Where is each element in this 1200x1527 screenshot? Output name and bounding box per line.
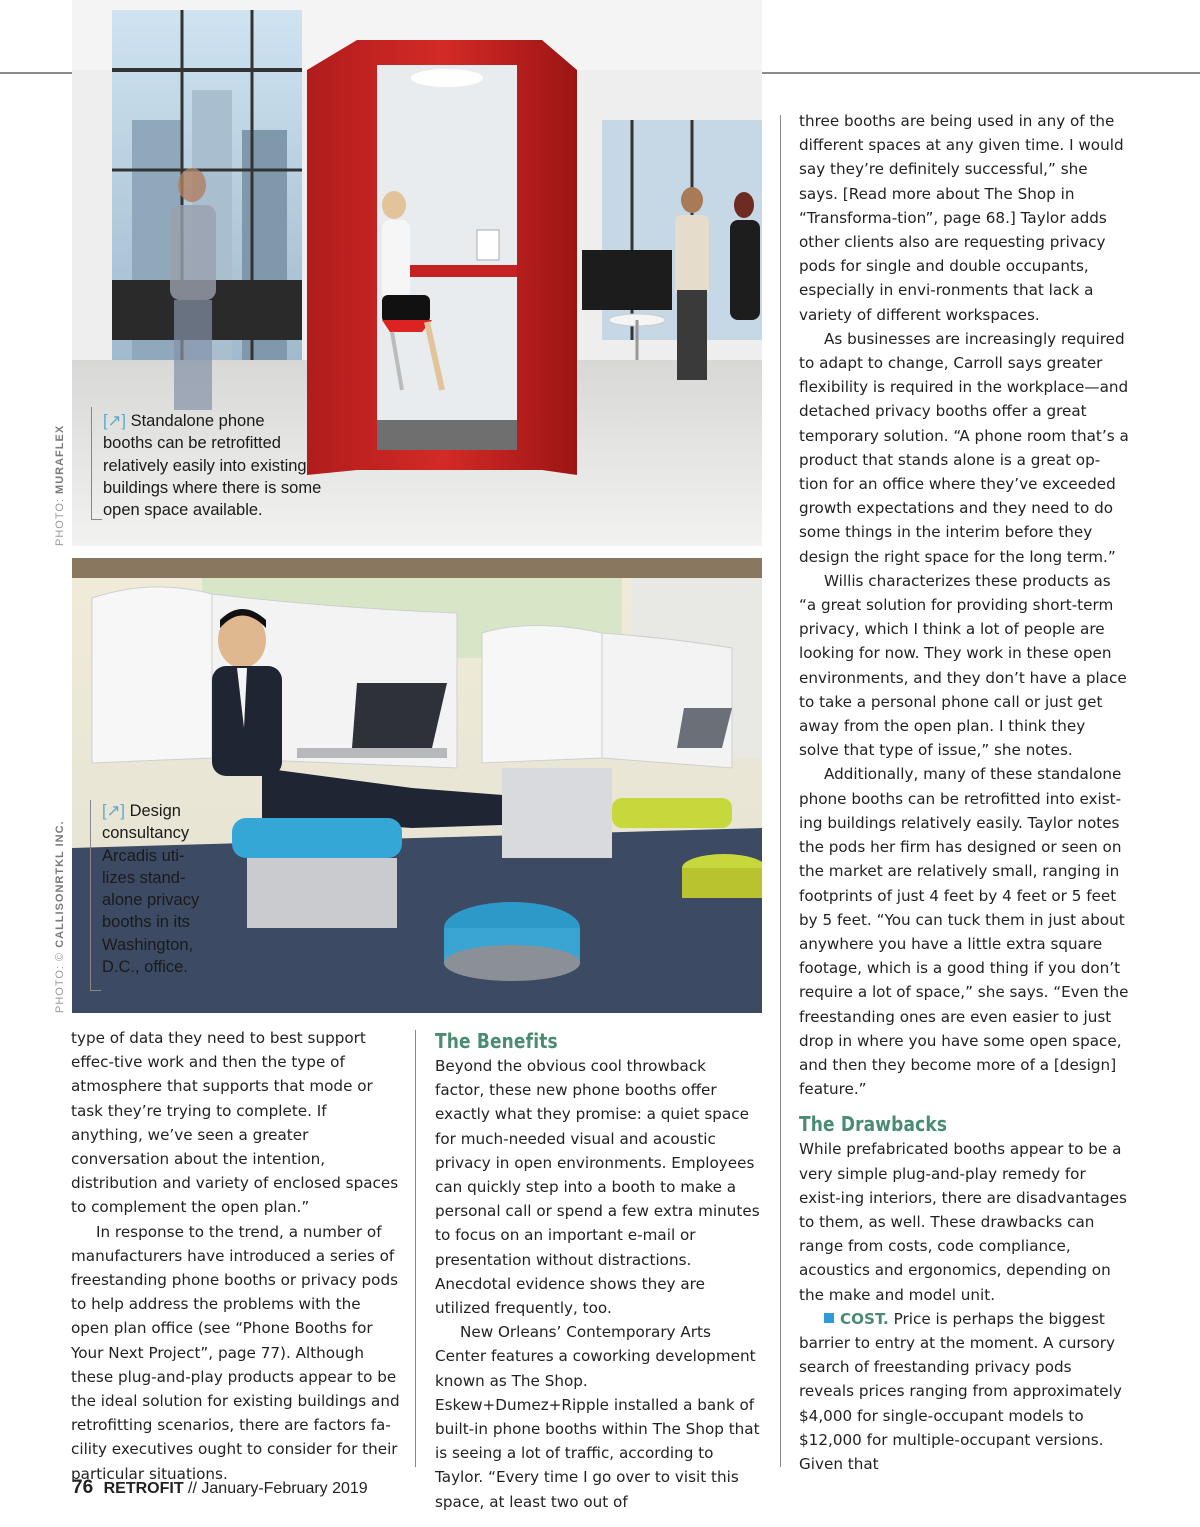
body-paragraph: Willis characterizes these products as “a great solution for providing short-term privacy, which I think a lot of people are looking for now. They work in these open environments, and they don’t have a place to take a personal phone call or just get away from the open plan. I think they solve that type of issue,” she notes. <box>799 571 1127 760</box>
column-divider-1 <box>415 1030 416 1467</box>
body-paragraph: In response to the trend, a number of manufacturers have introduced a series of freestanding phone booths or privacy pods to help address the problems with the open plan office (see “Phone Booths for Your Next Project”, page 77). Although these plug-and-play products appear to be the ideal solution for existing buildings and retrofitting scenarios, there are factors fa-cility executives ought to consider for their particular situations. <box>71 1222 400 1483</box>
body-paragraph: type of data they need to best support effec-tive work and then the type of atmosphere that supports that mode or task they’re trying to complete. If anything, we’ve seen a greater conversation about the intention, distribution and variety of enclosed spaces to complement the open plan.” <box>71 1029 399 1217</box>
caption-arrow-icon: [↗] <box>102 802 125 820</box>
photo-caption-2: [↗] Design consultancy Arcadis uti- lizes stand- alone privacy booths in its Washington, D.C., office. <box>102 802 200 977</box>
photo-credit-2: PHOTO: © CALLISONRTKL INC. <box>54 820 66 1013</box>
photo-credit-1: PHOTO: MURAFLEX <box>54 424 66 546</box>
section-heading-benefits: The Benefits <box>435 1029 558 1053</box>
magazine-name: RETROFIT <box>103 1480 184 1497</box>
body-paragraph-cost: COST. Price is perhaps the biggest barrier to entry at the moment. A cursory search of freestanding privacy pods reveals prices ranging from approximately $4,000 for single-occupant models to $12,000 for multiple-occupant versions. Given that <box>799 1309 1122 1473</box>
body-paragraph: As businesses are increasingly required to adapt to change, Carroll says greater flexibility is required in the workplace—and detached privacy booths offer a great temporary solution. “A phone room that’s a product that stands alone is a great op-tion for an office where they’ve exceeded growth expectations and they need to do some things in the interim before they design the right space for the long term.” <box>799 329 1129 566</box>
article-column-1 <box>71 1026 401 1486</box>
cost-lead-label: COST. <box>840 1309 889 1328</box>
footer-separator: // <box>188 1480 197 1497</box>
body-paragraph: Additionally, many of these standalone phone booths can be retrofitted into exist-ing buildings relatively easily. Taylor notes the pods her firm has designed or seen on the market are relatively small, ranging in footprints of just 4 feet by 4 feet or 5 feet by 5 feet. “You can tuck them in just about anywhere you have a little extra square footage, which is a good thing if you don’t require a lot of space,” she says. “Even the freestanding ones are even easier to just drop in where you have some open space, and then they become more of a [design] feature.” <box>799 765 1129 1099</box>
body-paragraph: While prefabricated booths appear to be a very simple plug-and-play remedy for exist-ing interiors, there are disadvantages to them, as well. These drawbacks can range from costs, code compliance, acoustics and ergonomics, depending on the make and model unit. <box>799 1140 1127 1304</box>
caption-arrow-icon: [↗] <box>103 412 126 430</box>
page-number: 76 <box>72 1477 94 1498</box>
issue-date: January-February 2019 <box>201 1480 368 1497</box>
blue-square-icon <box>824 1313 834 1323</box>
caption-bracket-1 <box>91 407 102 520</box>
body-paragraph: three booths are being used in any of the different spaces at any given time. I would say they’re definitely successful,” she says. [Read more about The Shop in “Transforma-tion”, page 68.] Taylor adds other clients also are requesting privacy pods for single and double occupants, especially in envi-ronments that lack a variety of different workspaces. <box>799 112 1124 324</box>
column-divider-2 <box>780 115 781 1467</box>
page-footer <box>72 1477 368 1499</box>
body-paragraph: New Orleans’ Contemporary Arts Center features a coworking development known as The Shop. Eskew+Dumez+Ripple installed a bank of built-in phone booths within The Shop that is seeing a lot of traffic, according to Taylor. “Every time I go over to visit this space, at least two out of <box>435 1323 760 1511</box>
photo-caption-1: [↗] Standalone phone booths can be retrofitted relatively easily into existing buildings where there is some open space available. <box>103 412 322 520</box>
top-rule-right <box>762 72 1200 74</box>
caption-bracket-2 <box>90 800 101 991</box>
body-paragraph: Beyond the obvious cool throwback factor, these new phone booths offer exactly what they promise: a quiet space for much-needed visual and acoustic privacy in open environments. Employees can quickly step into a booth to make a personal call or spend a few extra minutes to focus on an important e-mail or presentation without distractions. Anecdotal evidence shows they are utilized frequently, too. <box>435 1057 760 1318</box>
article-column-2 <box>435 1028 760 1514</box>
top-rule-left <box>0 72 72 74</box>
article-column-3 <box>799 109 1129 1476</box>
section-heading-drawbacks: The Drawbacks <box>799 1112 948 1137</box>
